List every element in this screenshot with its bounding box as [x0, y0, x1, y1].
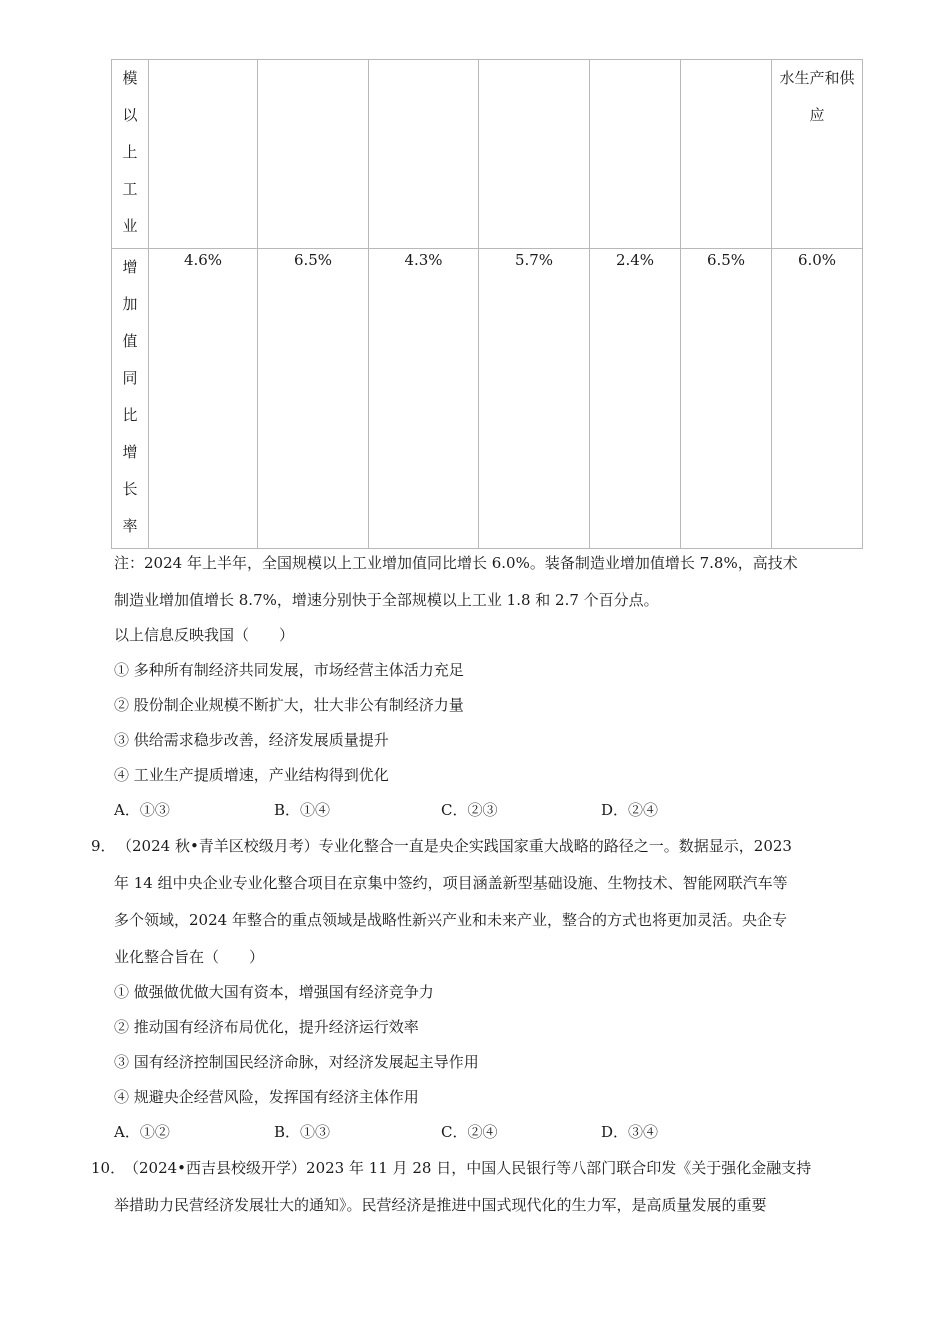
- q9-line-2: 年 14 组中央企业专业化整合项目在京集中签约，项目涵盖新型基础设施、生物技术、智能网联汽车等: [114, 874, 788, 892]
- q8-option-a[interactable]: A．①③: [114, 801, 170, 819]
- table-row: [112, 249, 863, 549]
- table-header-cell: [479, 60, 590, 249]
- industry-growth-table: [111, 59, 863, 549]
- q9-item-4: ④ 规避央企经营风险，发挥国有经济主体作用: [114, 1088, 419, 1106]
- q10-line-1: （2024•西吉县校级开学）2023 年 11 月 28 日，中国人民银行等八部门联合印发《关于强化金融支持: [124, 1159, 812, 1177]
- table-header-row: [112, 60, 863, 249]
- row-header-bottom: 增 加 值 同 比 增 长 率: [112, 249, 149, 549]
- table-cell: 6.5%: [258, 249, 369, 549]
- q9-item-1: ① 做强做优做大国有资本，增强国有经济竞争力: [114, 983, 434, 1001]
- q8-item-4: ④ 工业生产提质增速，产业结构得到优化: [114, 766, 389, 784]
- q9-option-c[interactable]: C．②④: [441, 1123, 498, 1141]
- q10-number: 10．: [91, 1159, 126, 1177]
- q8-option-d[interactable]: D．②④: [601, 801, 659, 819]
- table-header-cell: [258, 60, 369, 249]
- table-header-cell: [149, 60, 258, 249]
- q9-item-3: ③ 国有经济控制国民经济命脉，对经济发展起主导作用: [114, 1053, 479, 1071]
- table-header-water-supply: 水生产和供 应: [772, 60, 863, 249]
- note-line-2: 制造业增加值增长 8.7%，增速分别快于全部规模以上工业 1.8 和 2.7 个百分点。: [114, 591, 659, 609]
- table-header-cell: [681, 60, 772, 249]
- table-cell: 5.7%: [479, 249, 590, 549]
- table-cell: 4.6%: [149, 249, 258, 549]
- table-cell: 2.4%: [590, 249, 681, 549]
- q9-item-2: ② 推动国有经济布局优化，提升经济运行效率: [114, 1018, 419, 1036]
- q9-option-a[interactable]: A．①②: [114, 1123, 170, 1141]
- q9-number: 9．: [91, 837, 116, 855]
- table-cell: 6.5%: [681, 249, 772, 549]
- q10-line-2: 举措助力民营经济发展壮大的通知》。民营经济是推进中国式现代化的生力军，是高质量发展的重要: [114, 1196, 767, 1214]
- table-cell: 4.3%: [369, 249, 479, 549]
- q8-option-b[interactable]: B．①④: [274, 801, 331, 819]
- q8-item-2: ② 股份制企业规模不断扩大，壮大非公有制经济力量: [114, 696, 464, 714]
- q9-option-b[interactable]: B．①③: [274, 1123, 331, 1141]
- row-header-top: 模 以 上 工 业: [112, 60, 149, 249]
- q9-line-4: 业化整合旨在（ ）: [114, 948, 265, 966]
- table-header-cell: [590, 60, 681, 249]
- q8-stem: 以上信息反映我国（ ）: [114, 626, 295, 644]
- q9-line-3: 多个领域，2024 年整合的重点领域是战略性新兴产业和未来产业，整合的方式也将更加灵活。央企专: [114, 911, 787, 929]
- q9-line-1: （2024 秋•青羊区校级月考）专业化整合一直是央企实践国家重大战略的路径之一。数据显示，2023: [117, 837, 792, 855]
- note-line-1: 注：2024 年上半年，全国规模以上工业增加值同比增长 6.0%。装备制造业增加值增长 7.8%，高技术: [114, 554, 798, 572]
- q8-item-3: ③ 供给需求稳步改善，经济发展质量提升: [114, 731, 389, 749]
- table-header-cell: [369, 60, 479, 249]
- q8-option-c[interactable]: C．②③: [441, 801, 498, 819]
- q8-item-1: ① 多种所有制经济共同发展，市场经营主体活力充足: [114, 661, 464, 679]
- table-cell: 6.0%: [772, 249, 863, 549]
- q9-option-d[interactable]: D．③④: [601, 1123, 659, 1141]
